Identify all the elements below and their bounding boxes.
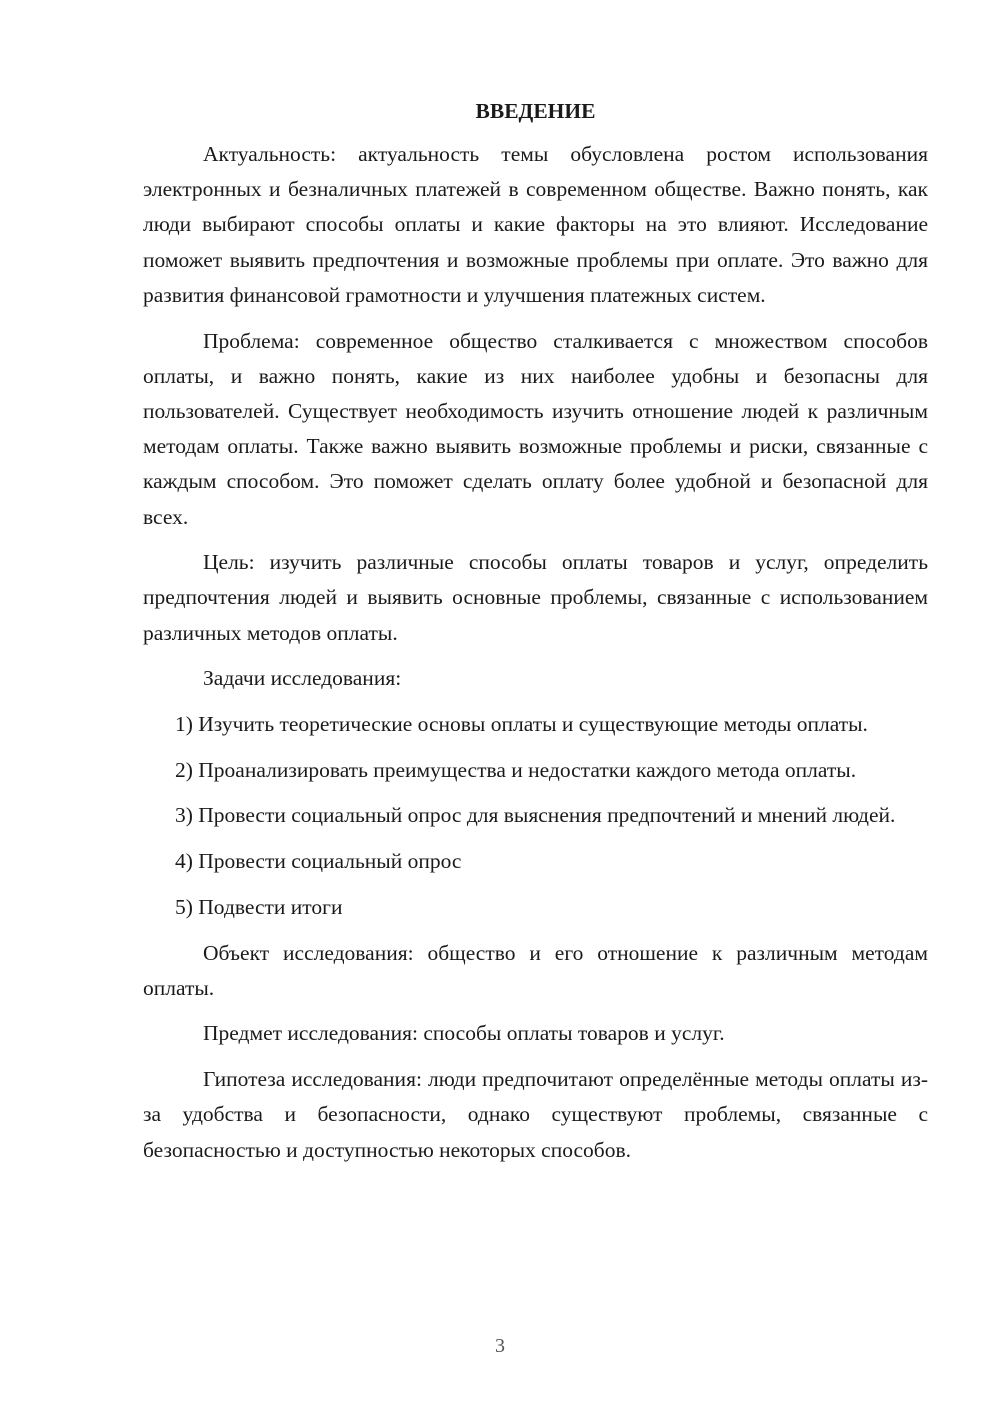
task-item-2: 2) Проанализировать преимущества и недостатки каждого метода оплаты. [175,757,857,782]
paragraph-object: Объект исследования: общество и его отношение к различным методам оплаты. [143,940,928,1000]
paragraph-goal: Цель: изучить различные способы оплаты товаров и услуг, определить предпочтения людей и выявить основные проблемы, связанные с использованием различных методов оплаты. [143,550,928,645]
task-item-1: 1) Изучить теоретические основы оплаты и существующие методы оплаты. [175,712,868,737]
task-item-5: 5) Подвести итоги [175,894,343,919]
section-title: ВВЕДЕНИЕ [475,99,596,123]
task-item-3: 3) Провести социальный опрос для выяснения предпочтений и мнений людей. [175,803,896,828]
task-item-4: 4) Провести социальный опрос [175,849,462,874]
paragraph-relevance: Актуальность: актуальность темы обусловлена ростом использования электронных и безналичных платежей в современном обществе. Важно понять, как люди выбирают способы оплаты и какие факторы на это влияют. Исследование поможет выявить предпочтения и возможные проблемы при оплате. Это важно для развития финансовой грамотности и улучшения платежных систем. [143,142,928,307]
paragraph-hypothesis: Гипотеза исследования: люди предпочитают определённые методы оплаты из-за удобства и безопасности, однако существуют проблемы, связанные с безопасностью и доступностью некоторых способов. [143,1067,928,1162]
paragraph-tasks-heading: Задачи исследования: [203,666,402,691]
page-number: 3 [495,1335,505,1357]
document-body [143,95,928,1178]
paragraph-subject: Предмет исследования: способы оплаты товаров и услуг. [203,1021,725,1046]
paragraph-problem: Проблема: современное общество сталкивается с множеством способов оплаты, и важно понять, какие из них наиболее удобны и безопасны для пользователей. Существует необходимость изучить отношение людей к различным методам оплаты. Также важно выявить возможные проблемы и риски, связанные с каждым способом. Это поможет сделать оплату более удобной и безопасной для всех. [143,328,928,529]
